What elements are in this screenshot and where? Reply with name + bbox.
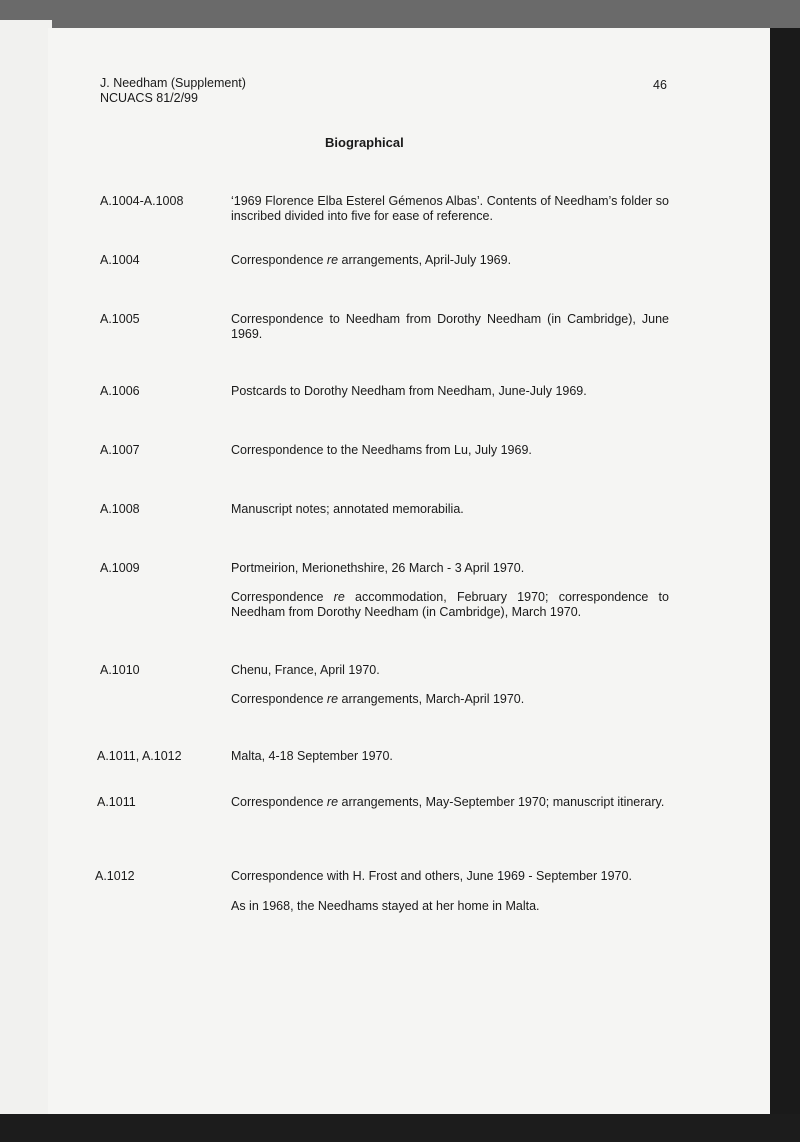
header-catalogue-ref: NCUACS 81/2/99 [100, 91, 198, 105]
entry-ref: A.1005 [100, 312, 140, 326]
entry-ref: A.1004-A.1008 [100, 194, 184, 208]
entry-description-detail: Correspondence re arrangements, March-April 1970. [231, 692, 525, 706]
entry-ref: A.1011, A.1012 [97, 749, 182, 763]
entry-description: Correspondence re arrangements, May-September 1970; manuscript itinerary. [231, 795, 665, 809]
entry-ref: A.1011 [97, 795, 136, 809]
entry-description-detail: Correspondence re accommodation, February 1970; correspondence to Needham from Dorothy Needham (in Cambridge), March 1970. [231, 590, 669, 619]
entry-description: Correspondence to Needham from Dorothy Needham (in Cambridge), June 1969. [231, 312, 669, 341]
entry-description: Manuscript notes; annotated memorabilia. [231, 502, 464, 516]
entry-description: Correspondence with H. Frost and others, June 1969 - September 1970. [231, 869, 632, 883]
section-title: Biographical [325, 135, 404, 150]
scan-border-right [770, 28, 800, 1118]
entry-ref: A.1007 [100, 443, 140, 457]
entry-ref: A.1012 [95, 869, 135, 883]
previous-page-edge [0, 20, 52, 1115]
entry-description: Postcards to Dorothy Needham from Needham, June-July 1969. [231, 384, 587, 398]
entry-ref: A.1009 [100, 561, 140, 575]
entry-description: Correspondence to the Needhams from Lu, July 1969. [231, 443, 532, 457]
entry-description-detail: As in 1968, the Needhams stayed at her home in Malta. [231, 899, 540, 913]
page-number: 46 [653, 78, 667, 92]
entry-ref: A.1004 [100, 253, 140, 267]
entry-description: Portmeirion, Merionethshire, 26 March - 3 April 1970. [231, 561, 525, 575]
entry-ref: A.1010 [100, 663, 140, 677]
scan-border-bottom [0, 1114, 800, 1142]
entry-ref: A.1006 [100, 384, 140, 398]
entry-ref: A.1008 [100, 502, 140, 516]
entry-description: ‘1969 Florence Elba Esterel Gémenos Albas’. Contents of Needham’s folder so inscribed divided into five for ease of reference. [231, 194, 669, 223]
entry-description: Correspondence re arrangements, April-July 1969. [231, 253, 512, 267]
entry-description: Chenu, France, April 1970. [231, 663, 380, 677]
entry-description: Malta, 4-18 September 1970. [231, 749, 393, 763]
header-author: J. Needham (Supplement) [100, 76, 246, 90]
